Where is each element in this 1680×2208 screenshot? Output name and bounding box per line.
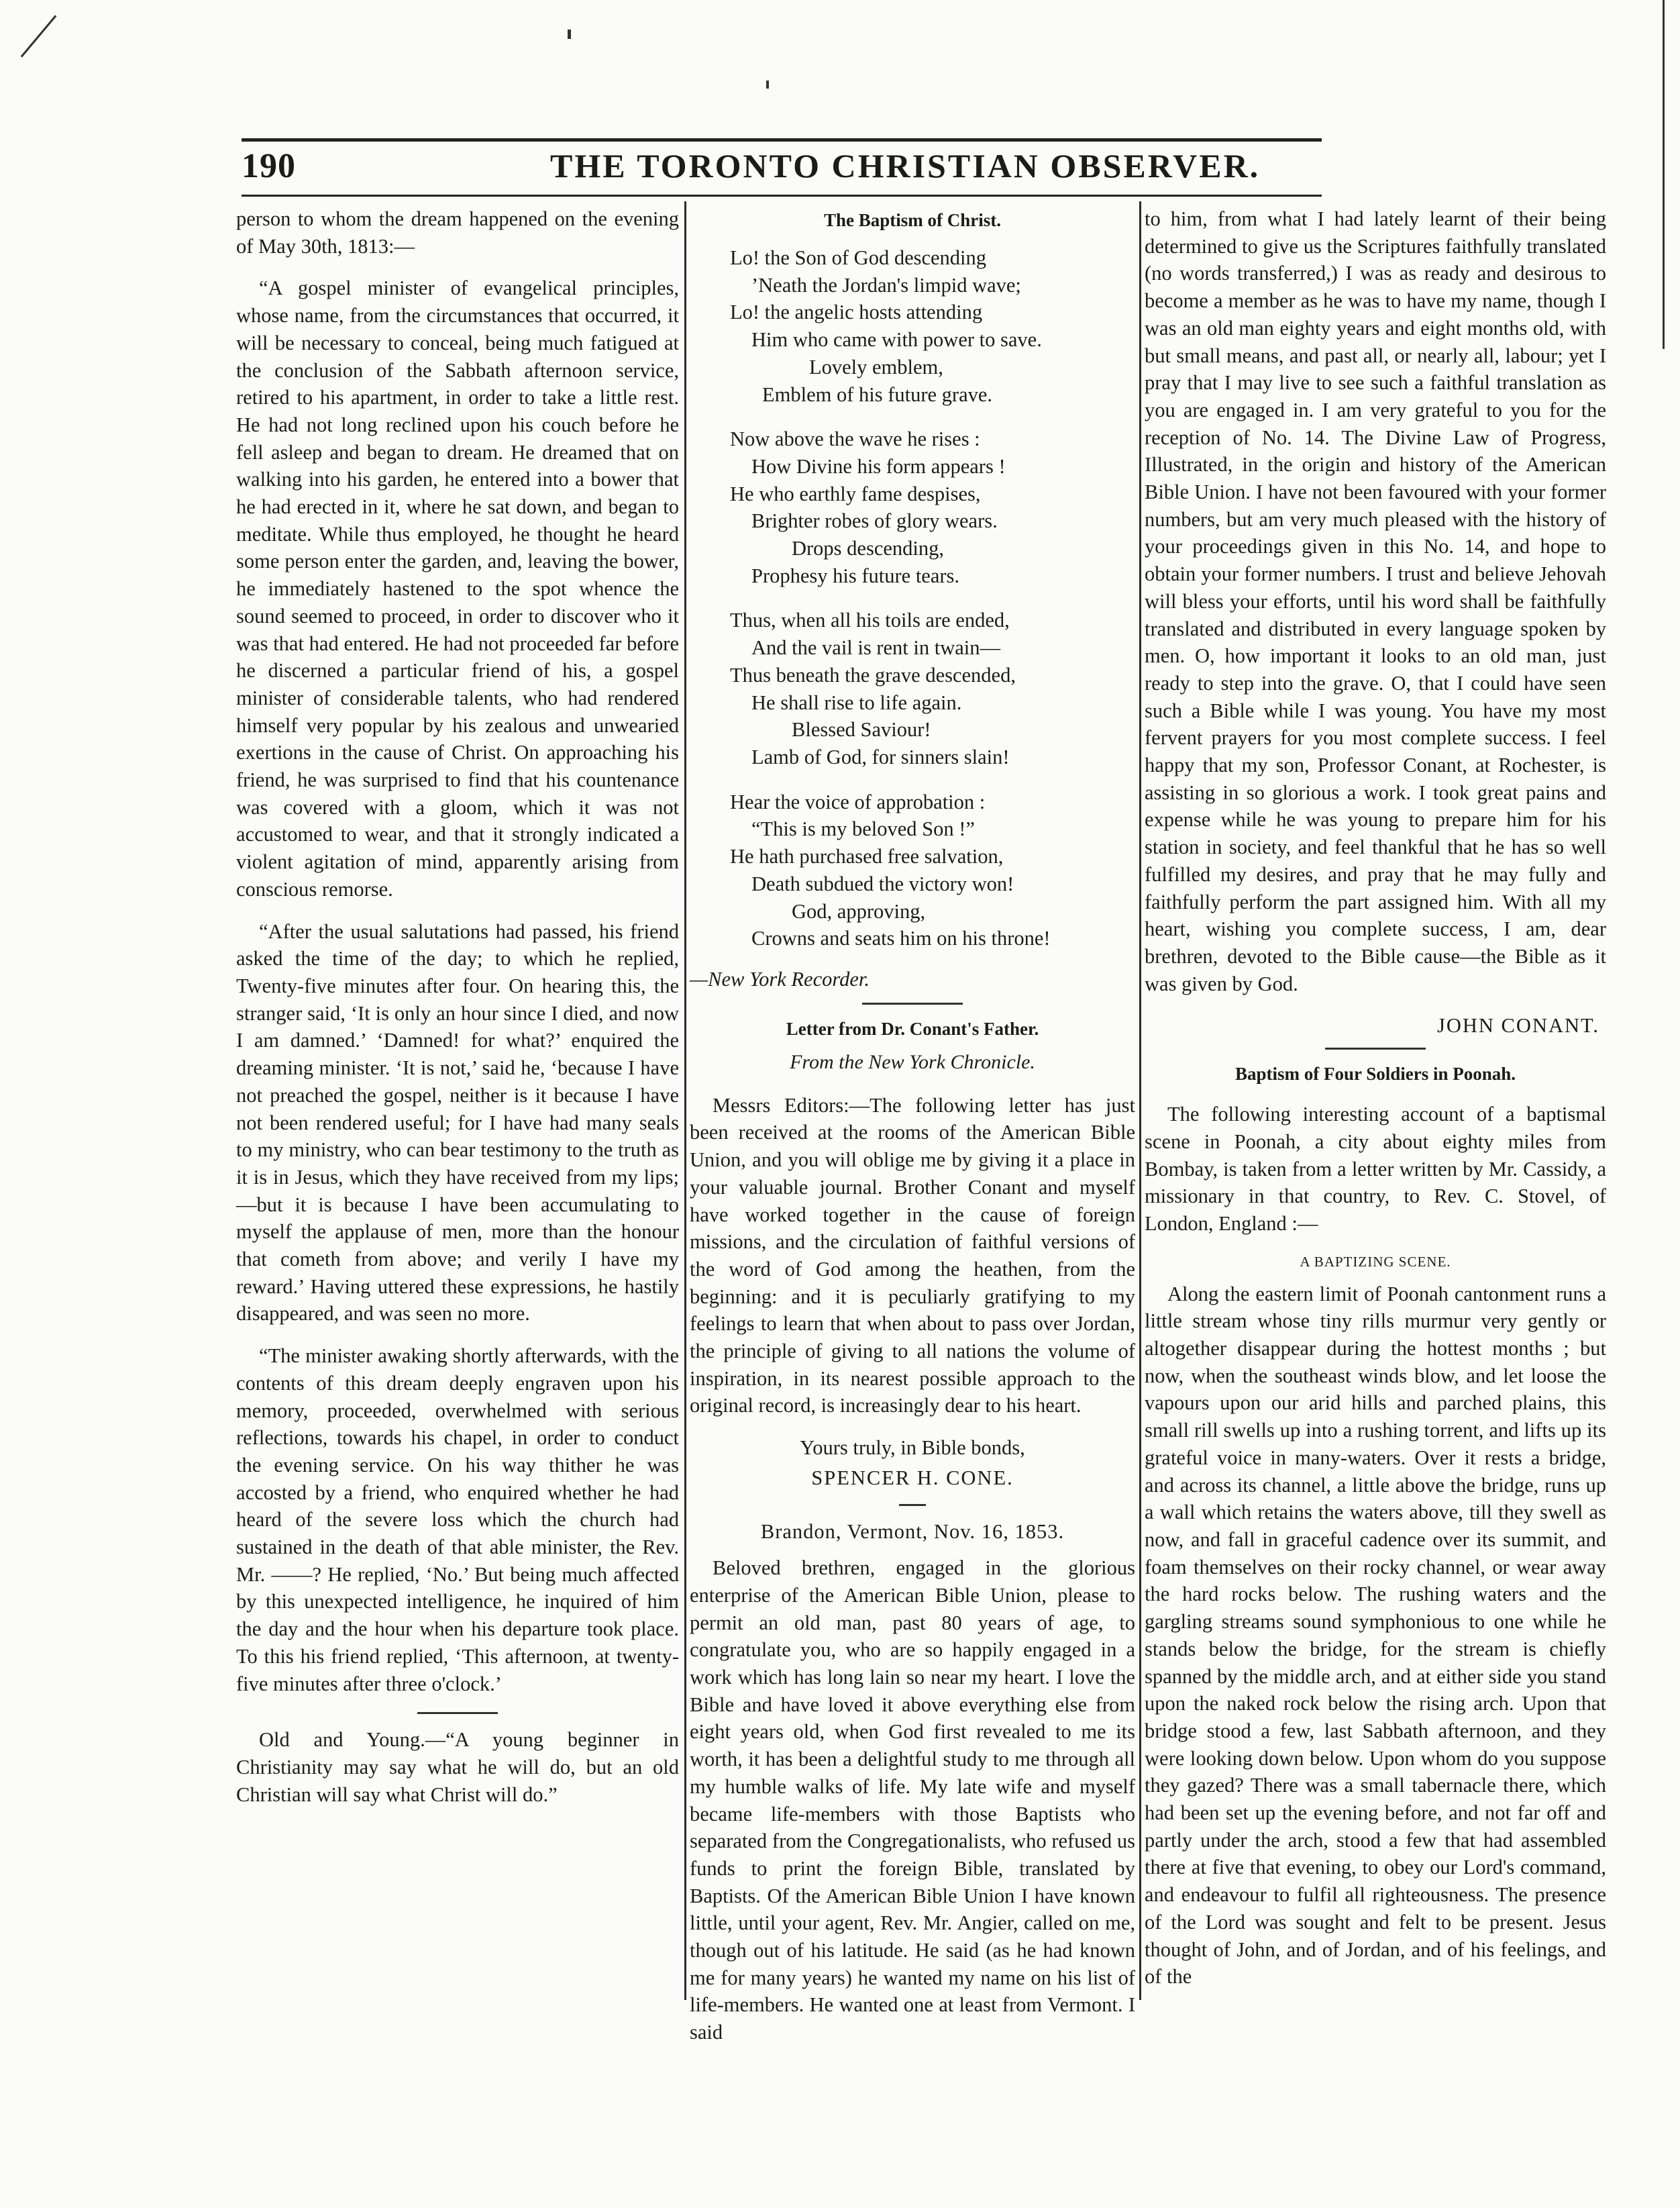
poem-title: The Baptism of Christ. [823,210,1001,230]
letter-heading: Letter from Dr. Conant's Father. [786,1018,1039,1039]
letter-closing: Yours truly, in Bible bonds, [800,1436,1025,1460]
scan-mark-top-left [21,15,57,57]
page-number: 190 [242,147,296,185]
letter-signature: SPENCER H. CONE. [811,1466,1014,1489]
poem-line: Emblem of his future grave. [762,383,993,406]
poem-line: He hath purchased free salvation, [730,845,1004,868]
poem-stanza [730,607,1135,770]
scan-edge-line [1663,0,1665,349]
column-two [690,205,1135,2044]
poem-line: Crowns and seats him on his throne! [751,927,1051,950]
letter-body: Messrs Editors:—The following letter has just been received at the rooms of the American Bible Union, and you will oblige me by giving it a place in your valuable journal. Brother Conant and myself have worked together in the cause of foreign missions, and the circulation of faithful versions of the word of God among the heathen, from the beginning: and it is peculiarly gratifying to my feelings to learn that when about to pass over Jordan, the principle of giving to all nations the volume of inspiration, in its nearest possible approach to the original record, is increasingly dear to his heart. [690,1093,1135,1417]
poem-line: Drops descending, [792,537,945,560]
section-separator [417,1712,498,1714]
poem-line: “This is my beloved Son !” [751,817,975,841]
poem-stanza [730,244,1135,408]
page-header [242,146,1322,193]
poem-stanza [730,425,1135,589]
scene-heading: A BAPTIZING SCENE. [1300,1253,1451,1270]
poem-line: ’Neath the Jordan's limpid wave; [751,273,1021,297]
letter-source: From the New York Chronicle. [790,1050,1035,1073]
scene-body: Along the eastern limit of Poonah cantonment runs a little stream whose tiny rills murmur very gently or altogether disappear during the hottest months ; but now, when the southeast winds blow, and let loose the vapours upon our arid hills and parched plains, this small rill swells up into a rushing torrent, and lifts up its grateful voice in many-waters. Over it rests a bridge, and across its channel, a little above the bridge, runs up a wall which retains the waters above, till they swell as now, and fall in graceful cadence over its summit, and foam themselves on their rocky channel, or wear away the hard rocks below. The rushing waters and the gargling streams sound symphonious to one while he stands below the bridge, for the stream is chiefly spanned by the middle arch, and at either side you stand upon the naked rock below the rising arch. Upon that bridge stood a few, last Sabbath afternoon, and they were looking down below. Upon whom do you suppose they gazed? There was a small tabernacle there, which had been set up the evening before, and not far off and partly under the arch, stood a few that had assembled there at five that evening, to obey our Lord's command, and endeavour to fulfil all righteousness. The presence of the Lord was sought and felt to be present. Jesus thought of John, and of Jordan, and of his feelings, and of the [1145,1282,1606,1989]
poem-line: Prophesy his future tears. [751,564,960,587]
column-rule-left [684,201,686,2000]
poem-line: God, approving, [792,899,926,923]
poem-line: Lo! the Son of God descending [730,246,987,270]
section-separator [899,1504,926,1506]
old-and-young-paragraph: Old and Young.—“A young beginner in Christianity may say what he will do, but an old Christian will say what Christ will do.” [236,1728,679,1806]
letter-signature: JOHN CONANT. [1436,1014,1599,1038]
poem-line: Thus beneath the grave descended, [730,663,1016,687]
poem-line: And the vail is rent in twain— [751,636,1001,660]
article-paragraph: person to whom the dream happened on the evening of May 30th, 1813:— [236,207,679,258]
poem-line: How Divine his form appears ! [751,454,1006,478]
article-heading: Baptism of Four Soldiers in Poonah. [1235,1064,1516,1085]
article-intro: The following interesting account of a baptismal scene in Poonah, a city about eighty miles from Bombay, is taken from a letter written by Mr. Cassidy, a missionary in that country, to Rev. C. Stovel, of London, England :— [1145,1103,1606,1235]
column-rule-right [1139,201,1141,2000]
article-paragraph: “A gospel minister of evangelical principles, whose name, from the circumstances that occurred, it will be necessary to conceal, being much fatigued at the conclusion of the Sabbath afternoon service, retired to his apartment, in order to take a little rest. He had not long reclined upon his couch before he fell asleep and began to dream. He dreamed that on walking into his garden, he entered into a bower that he had erected in it, where he sat down, and began to meditate. While thus employed, he thought he heard some person enter the garden, and, leaving the bower, he immediately hastened to the spot whence the sound seemed to proceed, in order to discover who it was that had entered. He had not proceeded far before he discerned a particular friend of his, a gospel minister of considerable talents, who had rendered himself very popular by his zealous and unwearied exertions in the cause of Christ. On approaching his friend, he was surprised to find that his countenance was covered with a gloom, which it was not accustomed to wear, and that it strongly indicated a violent agitation of mind, apparently arising from conscious remorse. [236,277,679,901]
poem-line: Lo! the angelic hosts attending [730,301,983,324]
section-separator [862,1003,963,1005]
poem-line: Now above the wave he rises : [730,428,980,451]
article-paragraph: “The minister awaking shortly afterwards, with the contents of this dream deeply engraven upon his memory, proceeded, overwhelmed with serious reflections, towards his chapel, in order to conduct the evening service. On his way thither he was accosted by a friend, who enquired whether he had heard of the severe loss which the church had sustained in the death of that able minister, the Rev. Mr. ——? He replied, ‘No.’ But being much affected by this unexpected intelligence, he inquired of him the day and the hour when his departure took place. To this his friend replied, ‘This afternoon, at twenty-five minutes after three o'clock.’ [236,1344,679,1695]
poem-line: He shall rise to life again. [751,691,962,714]
letter-continuation: to him, from what I had lately learnt of their being determined to give us the Scriptures faithfully translated (no words transferred,) I was as ready and desirous to become a member as he was to have my name, though I was an old man eighty years and eight months old, with but small means, and past all, or nearly all, labour; yet I pray that I may live to see such a faithful translation as you are engaged in. I am very grateful to you for the reception of No. 14. The Divine Law of Progress, Illustrated, in the origin and history of the American Bible Union. I have not been favoured with your former numbers, but am very much pleased with the history of your proceedings given in this No. 14, and hope to obtain your former numbers. I trust and believe Jehovah will bless your efforts, until his word shall be faithfully translated and distributed in every language spoken by men. O, how important it looks to an old man, just ready to step into the grave. O, that I could have seen such a Bible while I was young. You have my most fervent prayers for you most complete success. I feel happy that my son, Professor Conant, at Rochester, is assisting in so glorious a work. I took great pains and expense while he was young to prepare him for his station in society, and feel thankful that he has so well fulfilled my desires, and pray that he may fully and faithfully perform the part assigned him. With all my heart, wishing you complete success, I am, dear brethren, devoted to the Bible cause—the Bible as it was given by God. [1145,207,1606,995]
poem-line: Lovely emblem, [809,355,943,379]
poem-line: Him who came with power to save. [751,328,1042,352]
column-one [236,205,679,1991]
poem [730,244,1135,952]
letter-body: Beloved brethren, engaged in the glorious enterprise of the American Bible Union, please to permit an old man, past 80 years of age, to congratulate you, who are so happily engaged in a work which has long lain so near my heart. I love the Bible and have loved it above everything else from eight years old, when God first revealed to me its worth, it has been a delightful study to me through all my humble walks of life. My late wife and myself became life-members with those Baptists who separated from the Congregationalists, who refused us funds to print the foreign Bible, translated by Baptists. Of the American Bible Union I have known little, until your agent, Rev. Mr. Angier, called on me, though out of his latitude. He said (as he had known me for many years) he wanted my name on his list of life-members. He wanted one at least from Vermont. I said [690,1556,1135,2044]
header-bottom-rule [242,195,1322,197]
poem-line: Brighter robes of glory wears. [751,509,998,533]
poem-line: Lamb of God, for sinners slain! [751,745,1010,768]
scan-mark-dot [568,30,571,39]
dateline: Brandon, Vermont, Nov. 16, 1853. [760,1519,1065,1543]
poem-stanza [730,789,1135,952]
poem-line: Death subdued the victory won! [751,872,1014,895]
poem-line: Thus, when all his toils are ended, [730,609,1010,632]
section-separator [1325,1048,1426,1050]
scan-mark-dot [766,81,769,89]
poem-line: Blessed Saviour! [792,718,931,742]
poem-line: He who earthly fame despises, [730,482,981,505]
masthead-title: THE TORONTO CHRISTIAN OBSERVER. [550,147,1261,185]
article-paragraph: “After the usual salutations had passed, his friend asked the time of the day; to which he replied, Twenty-five minutes after four. On hearing this, the stranger said, ‘It is only an hour since I died, and now I am damned.’ ‘Damned! for what?’ enquired the dreaming minister. ‘It is not,’ said he, ‘because I have not preached the gospel, neither is it because I have not been rendered useful; for I have had many seals to my ministry, who can bear testimony to the truth as it is in Jesus, which they have received from my lips;—but it is because I have been accumulating to myself the applause of men, more than the honour that cometh from above; and verily I have my reward.’ Having uttered these expressions, he hastily disappeared, and was seen no more. [236,919,679,1325]
poem-line: Hear the voice of approbation : [730,790,986,813]
poem-credit: —New York Recorder. [690,967,870,991]
column-three [1145,205,1606,1991]
header-top-rule [242,138,1322,142]
